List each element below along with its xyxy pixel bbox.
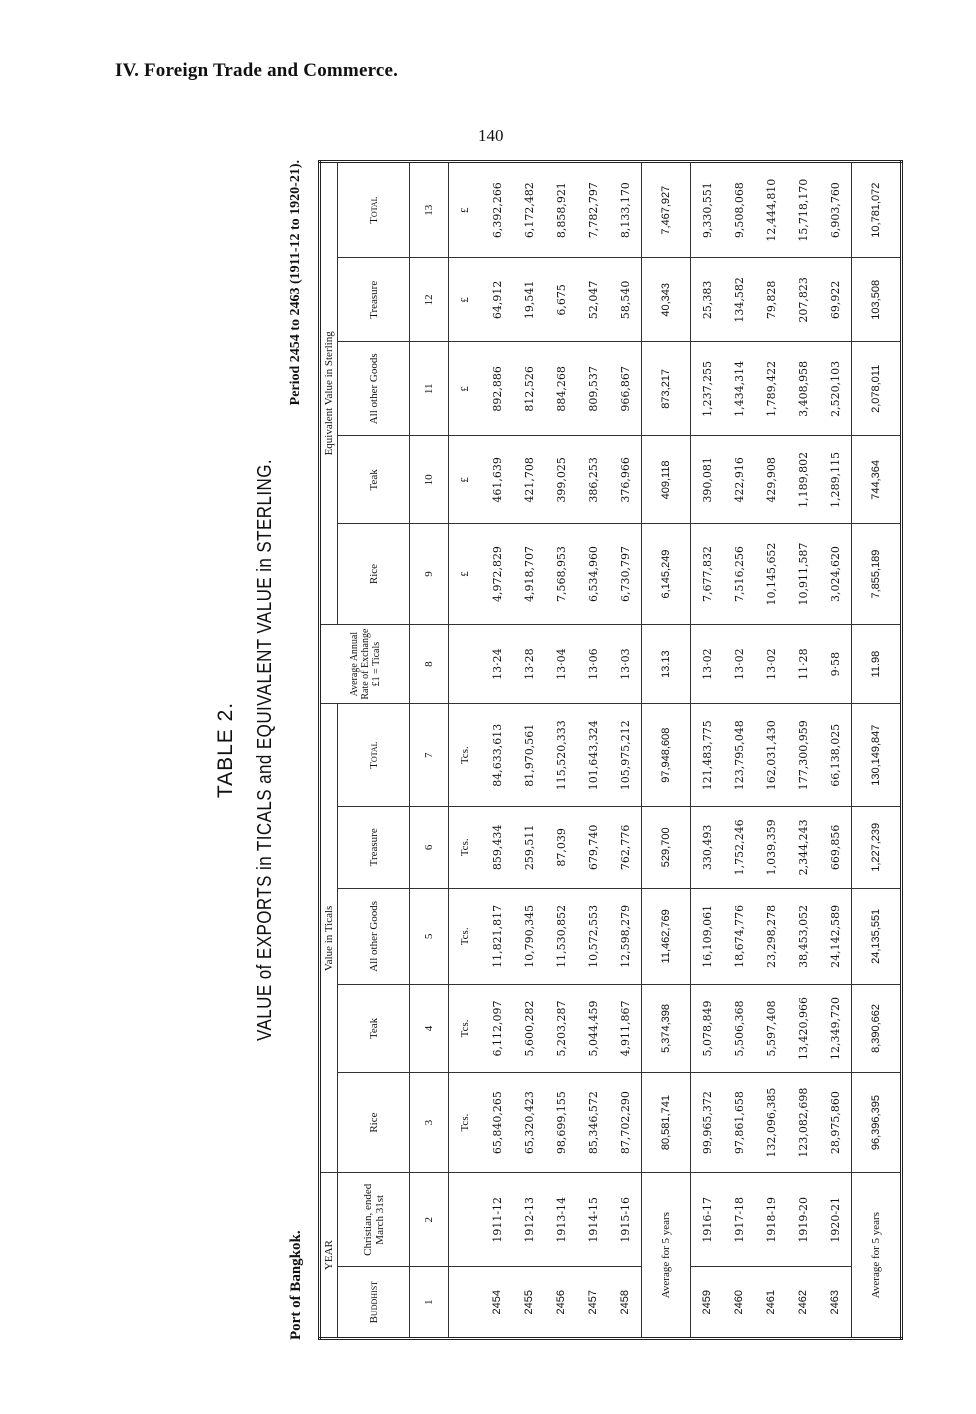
- avg-total-sterling: 10,781,072: [852, 162, 902, 258]
- table-row: [787, 162, 819, 1339]
- cell-treasure: 1,752,246: [723, 806, 755, 888]
- cell-buddhist: 2456: [545, 1267, 577, 1339]
- cell-treasure: 679,740: [577, 806, 609, 888]
- cell-christian: 1916-17: [691, 1173, 724, 1267]
- cell-exchange: 13·03: [609, 624, 642, 704]
- cell-christian: 1918-19: [755, 1173, 787, 1267]
- cell-other-sterling: 1,789,422: [755, 342, 787, 436]
- cell-buddhist: 2455: [513, 1267, 545, 1339]
- cell-teak-sterling: 1,189,802: [787, 436, 819, 524]
- cell-treasure-sterling: 79,828: [755, 258, 787, 342]
- cell-treasure: 762,776: [609, 806, 642, 888]
- cell-treasure: 1,039,359: [755, 806, 787, 888]
- cell-exchange: 9·58: [819, 624, 852, 704]
- header-total: Total: [338, 704, 410, 806]
- cell-total-sterling: 9,508,068: [723, 162, 755, 258]
- cell-treasure: 87,039: [545, 806, 577, 888]
- cell-teak: 5,044,459: [577, 984, 609, 1072]
- avg-treasure: 529,700: [642, 806, 691, 888]
- avg-total: 130,149,847: [852, 704, 902, 806]
- avg-other-sterling: 873,217: [642, 342, 691, 436]
- unit-ticals: Tcs.: [449, 704, 482, 806]
- average-row-a: [642, 162, 691, 1339]
- column-number-row: [410, 162, 449, 1339]
- avg-treasure: 1,227,239: [852, 806, 902, 888]
- table-row: [545, 162, 577, 1339]
- exports-table: [318, 160, 903, 1340]
- cell-rice: 98,699,155: [545, 1072, 577, 1172]
- port-label: Port of Bangkok.: [288, 1230, 304, 1340]
- cell-teak-sterling: 399,025: [545, 436, 577, 524]
- header-treasure-sterling: Treasure: [338, 258, 410, 342]
- cell-christian: 1920-21: [819, 1173, 852, 1267]
- column-number: 5: [410, 888, 449, 984]
- cell-total: 123,795,048: [723, 704, 755, 806]
- cell-other-sterling: 3,408,958: [787, 342, 819, 436]
- unit-pound: £: [449, 342, 482, 436]
- cell-other: 16,109,061: [691, 888, 724, 984]
- avg-total-sterling: 7,467,927: [642, 162, 691, 258]
- cell-rice-sterling: 6,534,960: [577, 524, 609, 624]
- cell-total: 121,483,775: [691, 704, 724, 806]
- cell-christian: 1917-18: [723, 1173, 755, 1267]
- cell-treasure: 859,434: [481, 806, 513, 888]
- header-exchange: Average Annual Rate of Exchange £1 = Ticals: [320, 624, 410, 704]
- column-number: 8: [410, 624, 449, 704]
- cell-rice-sterling: 10,145,652: [755, 524, 787, 624]
- cell-teak: 4,911,867: [609, 984, 642, 1072]
- cell-christian: 1914-15: [577, 1173, 609, 1267]
- unit-pound: £: [449, 436, 482, 524]
- column-number: 6: [410, 806, 449, 888]
- cell-total: 81,970,561: [513, 704, 545, 806]
- cell-exchange: 13·28: [513, 624, 545, 704]
- cell-christian: 1912-13: [513, 1173, 545, 1267]
- cell-other-sterling: 812,526: [513, 342, 545, 436]
- cell-total-sterling: 15,718,170: [787, 162, 819, 258]
- column-number: 10: [410, 436, 449, 524]
- cell-buddhist: 2463: [819, 1267, 852, 1339]
- avg-rice: 96,396,395: [852, 1072, 902, 1172]
- cell-total-sterling: 6,903,760: [819, 162, 852, 258]
- cell-teak: 5,600,282: [513, 984, 545, 1072]
- cell-total-sterling: 8,133,170: [609, 162, 642, 258]
- cell-treasure: 669,856: [819, 806, 852, 888]
- header-other-goods-sterling: All other Goods: [338, 342, 410, 436]
- cell-total: 162,031,430: [755, 704, 787, 806]
- period-label: Period 2454 to 2463 (1911-12 to 1920-21).: [288, 160, 303, 406]
- cell-teak: 6,112,097: [481, 984, 513, 1072]
- cell-total: 66,138,025: [819, 704, 852, 806]
- column-number: 12: [410, 258, 449, 342]
- cell-other-sterling: 2,520,103: [819, 342, 852, 436]
- header-rice: Rice: [338, 1072, 410, 1172]
- cell-other: 24,142,589: [819, 888, 852, 984]
- header-treasure: Treasure: [338, 806, 410, 888]
- avg-teak-sterling: 409,118: [642, 436, 691, 524]
- cell-other: 23,298,278: [755, 888, 787, 984]
- cell-rice-sterling: 6,730,797: [609, 524, 642, 624]
- table-row: [691, 162, 724, 1339]
- cell-rice-sterling: 4,918,707: [513, 524, 545, 624]
- avg-treasure-sterling: 103,508: [852, 258, 902, 342]
- avg-rice-sterling: 6,145,249: [642, 524, 691, 624]
- cell-rice: 65,840,265: [481, 1072, 513, 1172]
- cell-teak-sterling: 386,253: [577, 436, 609, 524]
- cell-buddhist: 2460: [723, 1267, 755, 1339]
- table-row: [755, 162, 787, 1339]
- cell-teak: 5,597,408: [755, 984, 787, 1072]
- table-row: [819, 162, 852, 1339]
- avg-exchange: 13.13: [642, 624, 691, 704]
- header-teak-sterling: Teak: [338, 436, 410, 524]
- avg-rice: 80,581,741: [642, 1072, 691, 1172]
- cell-treasure-sterling: 134,582: [723, 258, 755, 342]
- unit-pound: £: [449, 258, 482, 342]
- column-number: 13: [410, 162, 449, 258]
- header-buddhist: Buddhist: [338, 1267, 410, 1339]
- cell-other-sterling: 809,537: [577, 342, 609, 436]
- cell-christian: 1911-12: [481, 1173, 513, 1267]
- table-title: VALUE of EXPORTS in TICALS and EQUIVALENT VALUE in STERLING.: [254, 459, 276, 1042]
- cell-rice-sterling: 7,516,256: [723, 524, 755, 624]
- cell-teak-sterling: 422,916: [723, 436, 755, 524]
- cell-buddhist: 2454: [481, 1267, 513, 1339]
- header-year-group: YEAR: [320, 1173, 338, 1339]
- avg-rice-sterling: 7,855,189: [852, 524, 902, 624]
- cell-treasure-sterling: 25,383: [691, 258, 724, 342]
- cell-exchange: 13·24: [481, 624, 513, 704]
- cell-teak: 5,506,368: [723, 984, 755, 1072]
- cell-buddhist: 2457: [577, 1267, 609, 1339]
- table-row: [481, 162, 513, 1339]
- cell-rice: 65,320,423: [513, 1072, 545, 1172]
- avg-exchange: 11.98: [852, 624, 902, 704]
- cell-total: 84,633,613: [481, 704, 513, 806]
- cell-treasure-sterling: 64,912: [481, 258, 513, 342]
- cell-other: 10,572,553: [577, 888, 609, 984]
- table-label: TABLE 2.: [214, 701, 237, 799]
- cell-exchange: 13·02: [723, 624, 755, 704]
- cell-other: 38,453,052: [787, 888, 819, 984]
- cell-treasure: 2,344,243: [787, 806, 819, 888]
- cell-total: 105,975,212: [609, 704, 642, 806]
- cell-treasure: 259,511: [513, 806, 545, 888]
- cell-rice: 28,975,860: [819, 1072, 852, 1172]
- cell-rice-sterling: 7,677,832: [691, 524, 724, 624]
- cell-treasure-sterling: 58,540: [609, 258, 642, 342]
- header-group-row: [320, 162, 338, 1339]
- cell-other: 11,530,852: [545, 888, 577, 984]
- cell-teak: 5,203,287: [545, 984, 577, 1072]
- cell-total-sterling: 12,444,810: [755, 162, 787, 258]
- cell-teak: 12,349,720: [819, 984, 852, 1072]
- average-label: Average for 5 years: [852, 1173, 902, 1339]
- cell-teak-sterling: 376,966: [609, 436, 642, 524]
- column-number: 3: [410, 1072, 449, 1172]
- avg-other: 11,462,769: [642, 888, 691, 984]
- cell-other-sterling: 1,237,255: [691, 342, 724, 436]
- section-heading: IV. Foreign Trade and Commerce.: [115, 60, 399, 81]
- header-columns-row: [338, 162, 410, 1339]
- average-row-b: [852, 162, 902, 1339]
- avg-other: 24,135,551: [852, 888, 902, 984]
- unit-ticals: Tcs.: [449, 1072, 482, 1172]
- header-rice-sterling: Rice: [338, 524, 410, 624]
- cell-other: 10,790,345: [513, 888, 545, 984]
- cell-buddhist: 2461: [755, 1267, 787, 1339]
- cell-total-sterling: 6,392,266: [481, 162, 513, 258]
- cell-other-sterling: 966,867: [609, 342, 642, 436]
- cell-rice-sterling: 7,568,953: [545, 524, 577, 624]
- header-ticals-group: Value in Ticals: [320, 704, 338, 1173]
- avg-other-sterling: 2,078,011: [852, 342, 902, 436]
- cell-total: 101,643,324: [577, 704, 609, 806]
- header-sterling-group: Equivalent Value in Sterling: [320, 162, 338, 625]
- average-label: Average for 5 years: [642, 1173, 691, 1339]
- cell-christian: 1915-16: [609, 1173, 642, 1267]
- cell-total: 115,520,333: [545, 704, 577, 806]
- cell-other-sterling: 892,886: [481, 342, 513, 436]
- unit-pound: £: [449, 524, 482, 624]
- cell-rice: 97,861,658: [723, 1072, 755, 1172]
- cell-rice-sterling: 10,911,587: [787, 524, 819, 624]
- column-number: 2: [410, 1173, 449, 1267]
- cell-buddhist: 2459: [691, 1267, 724, 1339]
- cell-rice-sterling: 4,972,829: [481, 524, 513, 624]
- cell-teak: 5,078,849: [691, 984, 724, 1072]
- unit-ticals: Tcs.: [449, 806, 482, 888]
- cell-other: 12,598,279: [609, 888, 642, 984]
- unit-pound: £: [449, 162, 482, 258]
- column-number: 4: [410, 984, 449, 1072]
- cell-rice: 85,346,572: [577, 1072, 609, 1172]
- cell-other-sterling: 1,434,314: [723, 342, 755, 436]
- page-number: 140: [478, 126, 504, 145]
- cell-rice: 123,082,698: [787, 1072, 819, 1172]
- cell-buddhist: 2462: [787, 1267, 819, 1339]
- header-christian: Christian, ended March 31st: [338, 1173, 410, 1267]
- header-teak: Teak: [338, 984, 410, 1072]
- cell-teak-sterling: 1,289,115: [819, 436, 852, 524]
- cell-treasure-sterling: 52,047: [577, 258, 609, 342]
- cell-exchange: 13·02: [691, 624, 724, 704]
- cell-total-sterling: 6,172,482: [513, 162, 545, 258]
- table-row: [609, 162, 642, 1339]
- cell-exchange: 11·28: [787, 624, 819, 704]
- cell-other: 18,674,776: [723, 888, 755, 984]
- cell-exchange: 13·06: [577, 624, 609, 704]
- cell-buddhist: 2458: [609, 1267, 642, 1339]
- column-number: 1: [410, 1267, 449, 1339]
- avg-treasure-sterling: 40,343: [642, 258, 691, 342]
- period-a-rows: [481, 162, 642, 1339]
- units-row: [449, 162, 482, 1339]
- table-row: [577, 162, 609, 1339]
- table-row: [723, 162, 755, 1339]
- header-other-goods: All other Goods: [338, 888, 410, 984]
- cell-treasure-sterling: 207,823: [787, 258, 819, 342]
- cell-other-sterling: 884,268: [545, 342, 577, 436]
- rotated-table-page: [214, 160, 882, 1340]
- cell-rice: 99,965,372: [691, 1072, 724, 1172]
- avg-teak-sterling: 744,364: [852, 436, 902, 524]
- avg-teak: 8,390,662: [852, 984, 902, 1072]
- avg-teak: 5,374,398: [642, 984, 691, 1072]
- cell-teak-sterling: 421,708: [513, 436, 545, 524]
- column-number: 9: [410, 524, 449, 624]
- period-b-rows: [691, 162, 852, 1339]
- cell-christian: 1913-14: [545, 1173, 577, 1267]
- cell-treasure-sterling: 19,541: [513, 258, 545, 342]
- table-row: [513, 162, 545, 1339]
- unit-ticals: Tcs.: [449, 888, 482, 984]
- cell-teak-sterling: 429,908: [755, 436, 787, 524]
- cell-teak: 13,420,966: [787, 984, 819, 1072]
- cell-rice-sterling: 3,024,620: [819, 524, 852, 624]
- header-total-sterling: Total: [338, 162, 410, 258]
- unit-ticals: Tcs.: [449, 984, 482, 1072]
- cell-rice: 87,702,290: [609, 1072, 642, 1172]
- cell-teak-sterling: 390,081: [691, 436, 724, 524]
- cell-christian: 1919-20: [787, 1173, 819, 1267]
- cell-treasure: 330,493: [691, 806, 724, 888]
- avg-total: 97,948,608: [642, 704, 691, 806]
- cell-total-sterling: 9,330,551: [691, 162, 724, 258]
- cell-exchange: 13·04: [545, 624, 577, 704]
- cell-teak-sterling: 461,639: [481, 436, 513, 524]
- cell-rice: 132,096,385: [755, 1072, 787, 1172]
- column-number: 7: [410, 704, 449, 806]
- cell-exchange: 13·02: [755, 624, 787, 704]
- cell-other: 11,821,817: [481, 888, 513, 984]
- cell-treasure-sterling: 69,922: [819, 258, 852, 342]
- cell-total-sterling: 8,858,921: [545, 162, 577, 258]
- cell-total-sterling: 7,782,797: [577, 162, 609, 258]
- column-number: 11: [410, 342, 449, 436]
- cell-treasure-sterling: 6,675: [545, 258, 577, 342]
- cell-total: 177,300,959: [787, 704, 819, 806]
